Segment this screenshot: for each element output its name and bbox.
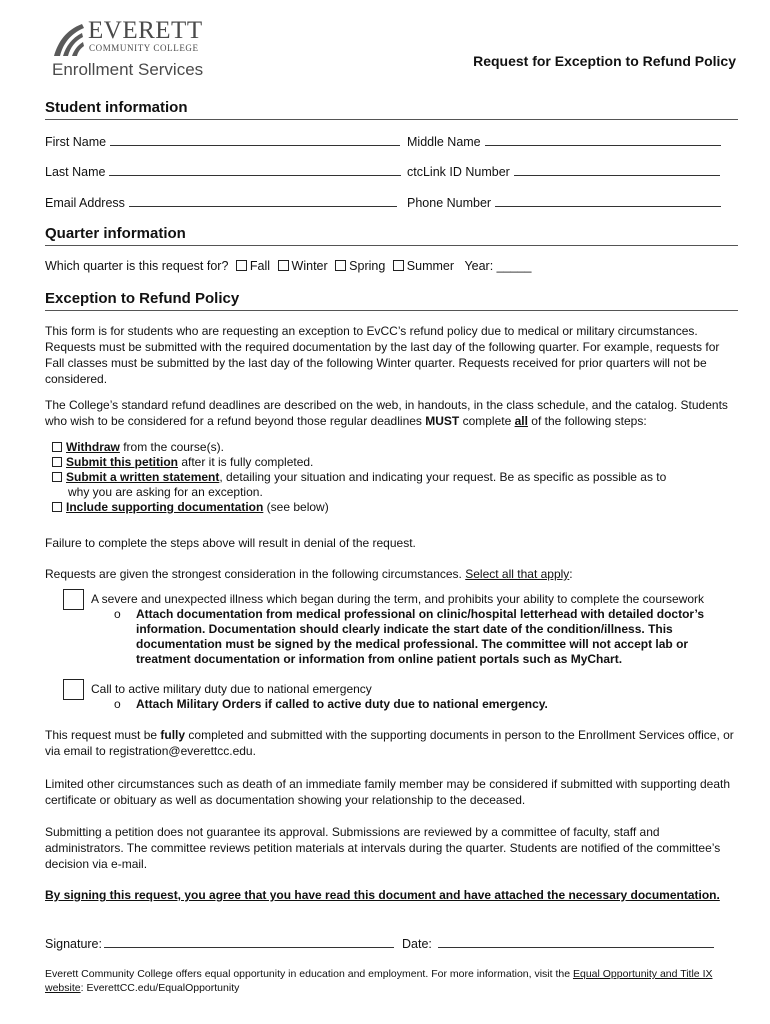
last-name-label: Last Name: [45, 165, 106, 179]
winter-checkbox[interactable]: [278, 260, 289, 271]
step-item: [52, 500, 666, 515]
all-emphasis: all: [514, 414, 528, 428]
page-title: Request for Exception to Refund Policy: [473, 53, 736, 69]
military-circumstance: Call to active military duty due to national emergency: [91, 682, 372, 696]
last-name-line[interactable]: [109, 164, 401, 176]
intro-paragraph: This form is for students who are requesting an exception to EvCC’s refund policy due to medical or military circumstances. Requests must be submitted with the required documentation by the last day of the following quarter. For example, requests for Fall classes must be submitted by the last day of the following Winter quarter. Requests received for prior quarters will not be considered.: [45, 324, 720, 386]
military-requirement: [114, 697, 726, 712]
bullet-icon: o: [114, 697, 121, 711]
quarter-question: Which quarter is this request for?: [45, 259, 229, 273]
equal-opportunity-link[interactable]: Equal Opportunity and Title IX website: [45, 968, 713, 994]
submission-text: completed and submitted with the supporting documents in person to the Enrollment Services office, or via email to registration@everettcc.edu.: [45, 728, 734, 758]
first-name-label: First Name: [45, 135, 107, 149]
summer-label: Summer: [406, 259, 455, 273]
section-divider: [45, 310, 738, 311]
fall-checkbox[interactable]: [236, 260, 247, 271]
submission-paragraph: [45, 727, 740, 759]
signature-field[interactable]: [45, 936, 394, 951]
select-all-note: Select all that apply: [465, 567, 570, 581]
department-name: Enrollment Services: [52, 60, 204, 79]
signature-line[interactable]: [104, 936, 394, 948]
date-line[interactable]: [438, 936, 714, 948]
limited-circumstances-paragraph: Limited other circumstances such as death of an immediate family member may be considered if submitted with supporting death certificate or obituary as well as documentation showing your relationship to the deceased.: [45, 777, 730, 807]
quarter-info-heading: Quarter information: [45, 225, 186, 242]
email-label: Email Address: [45, 196, 125, 210]
phone-field[interactable]: [407, 195, 721, 210]
step-title: Submit this petition: [66, 455, 178, 469]
exception-heading: Exception to Refund Policy: [45, 290, 240, 307]
step-text: after it is fully completed.: [178, 455, 314, 469]
submission-text: This request must be: [45, 728, 161, 742]
quarter-row: [45, 259, 531, 273]
email-field[interactable]: [45, 195, 397, 210]
deadlines-text: complete: [459, 414, 515, 428]
step-text: , detailing your situation and indicating your request. Be as specific as possible as to: [219, 470, 667, 484]
consideration-text: Requests are given the strongest consideration in the following circumstances.: [45, 567, 466, 581]
first-name-line[interactable]: [110, 134, 400, 146]
illness-checkbox[interactable]: [63, 589, 84, 610]
summer-checkbox[interactable]: [393, 260, 404, 271]
required-steps-list: [52, 440, 666, 515]
ctclink-id-line[interactable]: [514, 164, 720, 176]
middle-name-label: Middle Name: [407, 135, 481, 149]
date-field[interactable]: [402, 936, 714, 951]
year-label: Year:: [464, 259, 494, 273]
consideration-paragraph: [45, 566, 740, 582]
written-statement-checkbox[interactable]: [52, 472, 62, 482]
fall-label: Fall: [249, 259, 271, 273]
college-logo-icon: [50, 22, 86, 58]
illness-circumstance: A severe and unexpected illness which began during the term, and prohibits your ability to complete the coursework: [91, 592, 705, 606]
section-divider: [45, 245, 738, 246]
withdraw-checkbox[interactable]: [52, 442, 62, 452]
middle-name-line[interactable]: [485, 134, 721, 146]
winter-label: Winter: [291, 259, 328, 273]
military-detail: Attach Military Orders if called to active duty due to national emergency.: [136, 697, 548, 711]
deadlines-paragraph: [45, 397, 740, 429]
footer-text: Everett Community College offers equal opportunity in education and employment. For more information, visit the: [45, 968, 573, 980]
step-text: (see below): [263, 500, 329, 514]
fully-emphasis: fully: [160, 728, 186, 742]
college-name: EVERETT: [88, 17, 203, 44]
phone-label: Phone Number: [407, 196, 492, 210]
date-label: Date:: [402, 937, 432, 951]
committee-paragraph: Submitting a petition does not guarantee its approval. Submissions are reviewed by a committee of faculty, staff and administrators. The committee reviews petition materials at intervals during the quarter. Students are notified of the committee’s decision via e-mail.: [45, 825, 721, 871]
ctclink-id-field[interactable]: [407, 164, 720, 179]
step-item: [52, 470, 666, 485]
first-name-field[interactable]: [45, 134, 400, 149]
consideration-text: :: [569, 567, 573, 581]
email-line[interactable]: [129, 195, 397, 207]
supporting-docs-checkbox[interactable]: [52, 502, 62, 512]
college-subtitle: COMMUNITY COLLEGE: [89, 43, 199, 53]
agreement-statement: By signing this request, you agree that you have read this document and have attached the necessary documentation.: [45, 888, 720, 902]
footer-notice: [45, 967, 745, 995]
failure-notice: Failure to complete the steps above will result in denial of the request.: [45, 536, 416, 550]
step-text: from the course(s).: [119, 440, 224, 454]
deadlines-text: of the following steps:: [527, 414, 647, 428]
step-item: [52, 440, 666, 455]
illness-detail: Attach documentation from medical professional on clinic/hospital letterhead with detailed doctor’s information. Documentation should clearly indicate the start date of the condition/illness. This documentation must be signed by the medical professional. The committee will not accept lab or treatment documentation or information from online patient portals such as MyChart.: [136, 607, 705, 666]
spring-checkbox[interactable]: [335, 260, 346, 271]
last-name-field[interactable]: [45, 164, 401, 179]
signature-label: Signature:: [45, 937, 102, 951]
spring-label: Spring: [349, 259, 386, 273]
step-title: Include supporting documentation: [66, 500, 264, 514]
step-item: [52, 455, 666, 470]
bullet-icon: o: [114, 607, 121, 621]
phone-line[interactable]: [495, 195, 721, 207]
footer-text: : EverettCC.edu/EqualOpportunity: [80, 982, 240, 994]
deadlines-text: The College’s standard refund deadlines are described on the web, in handouts, in the class schedule, and the catalog. Students who wish to be considered for a refund beyond those regular deadlines: [45, 398, 728, 428]
step-title: Submit a written statement: [66, 470, 220, 484]
must-emphasis: MUST: [425, 414, 460, 428]
section-divider: [45, 119, 738, 120]
year-field[interactable]: _____: [496, 259, 532, 273]
illness-requirement: [114, 607, 726, 667]
military-checkbox[interactable]: [63, 679, 84, 700]
submit-petition-checkbox[interactable]: [52, 457, 62, 467]
student-info-heading: Student information: [45, 99, 188, 116]
step-continuation: why you are asking for an exception.: [68, 485, 263, 499]
ctclink-id-label: ctcLink ID Number: [407, 165, 510, 179]
step-title: Withdraw: [66, 440, 120, 454]
middle-name-field[interactable]: [407, 134, 721, 149]
